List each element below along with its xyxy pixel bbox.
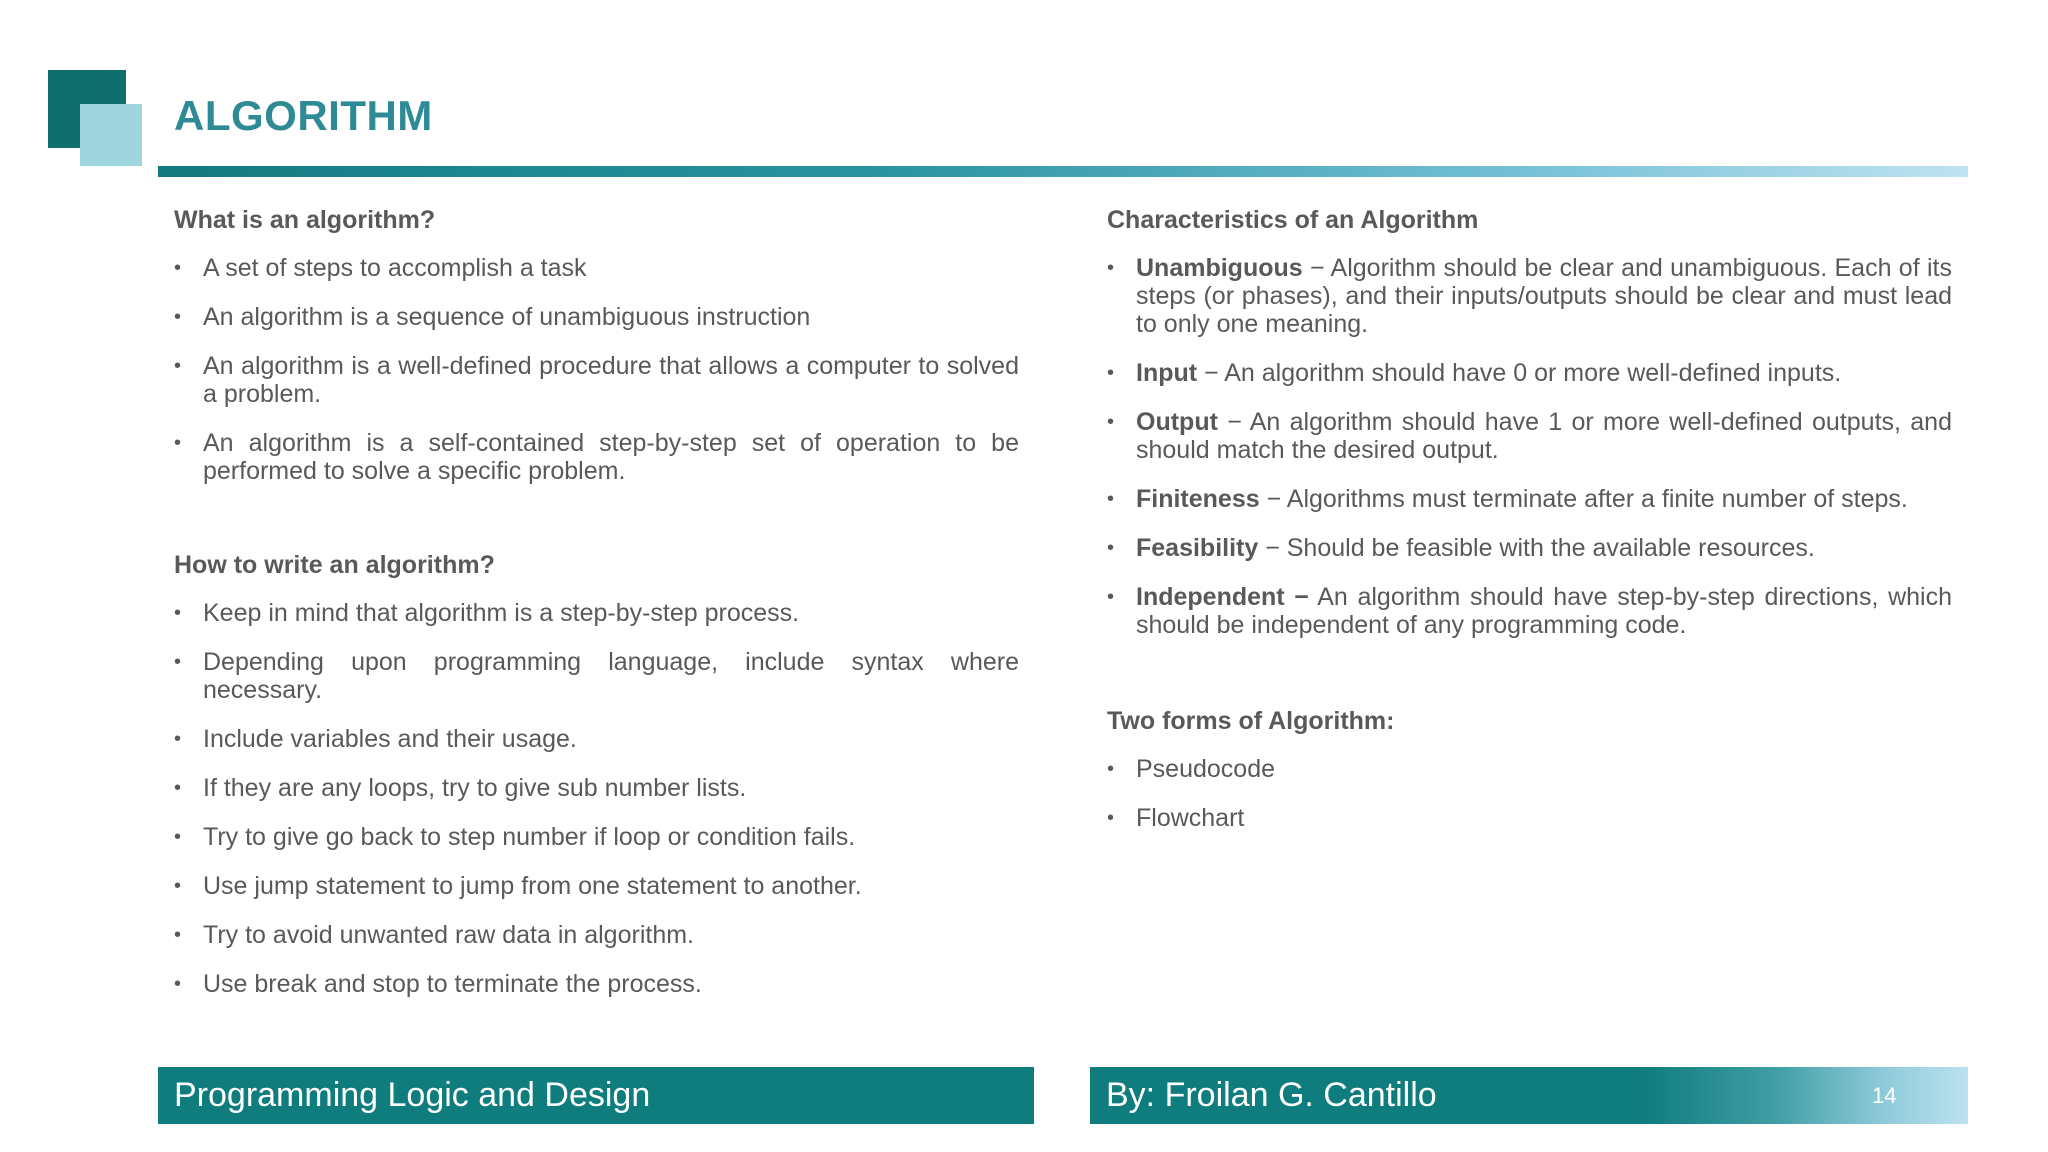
list-item: • Use jump statement to jump from one statement to another. (174, 872, 1019, 900)
list-item: • An algorithm is a well-defined procedure that allows a computer to solved a problem. (174, 352, 1019, 408)
list-item: • Pseudocode (1107, 755, 1952, 783)
term-description: − An algorithm should have 0 or more well-defined inputs. (1197, 359, 1842, 387)
list-item: • Use break and stop to terminate the process. (174, 970, 1019, 998)
characteristics-list (1107, 254, 1952, 639)
term-description: An algorithm should have step-by-step directions, which should be independent of any programming code. (1136, 583, 1952, 639)
list-item-feasibility (1107, 534, 1952, 562)
list-item-input (1107, 359, 1952, 387)
list-item: • Depending upon programming language, include syntax where necessary. (174, 648, 1019, 704)
right-column (1107, 206, 1952, 832)
slide-title: ALGORITHM (174, 92, 433, 139)
how-to-list (174, 599, 1019, 998)
logo-light-square (80, 104, 142, 166)
term-label: Finiteness (1136, 485, 1260, 513)
list-item: • Include variables and their usage. (174, 725, 1019, 753)
term-description: − An algorithm should have 1 or more well-defined outputs, and should match the desired output. (1136, 408, 1952, 464)
list-item-output (1107, 408, 1952, 464)
term-label: Input (1136, 359, 1198, 387)
section-heading-characteristics: Characteristics of an Algorithm (1107, 206, 1479, 234)
footer-author: By: Froilan G. Cantillo (1090, 1067, 1968, 1124)
list-item-unambiguous (1107, 254, 1952, 338)
term-description: − Algorithm should be clear and unambiguous. Each of its steps (or phases), and their inputs/outputs should be clear and must lead to only one meaning. (1136, 254, 1952, 338)
title-underline-bar (158, 166, 1968, 177)
section-heading-how-to: How to write an algorithm? (174, 551, 495, 579)
term-description: − Should be feasible with the available resources. (1258, 534, 1815, 562)
left-column (174, 206, 1019, 998)
term-description: − Algorithms must terminate after a finite number of steps. (1259, 485, 1908, 513)
term-label: Unambiguous (1136, 254, 1303, 282)
list-item: • A set of steps to accomplish a task (174, 254, 1019, 282)
footer-course-title: Programming Logic and Design (158, 1067, 1034, 1124)
section-heading-two-forms: Two forms of Algorithm: (1107, 707, 1395, 735)
term-label: Feasibility (1136, 534, 1259, 562)
page-number: 14 (1872, 1083, 1897, 1108)
two-forms-list (1107, 755, 1952, 832)
list-item: • Try to avoid unwanted raw data in algorithm. (174, 921, 1019, 949)
list-item: • Flowchart (1107, 804, 1952, 832)
list-item: • An algorithm is a sequence of unambiguous instruction (174, 303, 1019, 331)
list-item: • If they are any loops, try to give sub number lists. (174, 774, 1019, 802)
list-item: • An algorithm is a self-contained step-by-step set of operation to be performed to solve a specific problem. (174, 429, 1019, 485)
term-label: Output (1136, 408, 1218, 436)
term-label: Independent − (1136, 583, 1309, 611)
list-item-finiteness (1107, 485, 1952, 513)
list-item: • Keep in mind that algorithm is a step-by-step process. (174, 599, 1019, 627)
what-is-list (174, 254, 1019, 485)
section-heading-what-is: What is an algorithm? (174, 206, 436, 234)
list-item-independent (1107, 583, 1952, 639)
list-item: • Try to give go back to step number if loop or condition fails. (174, 823, 1019, 851)
